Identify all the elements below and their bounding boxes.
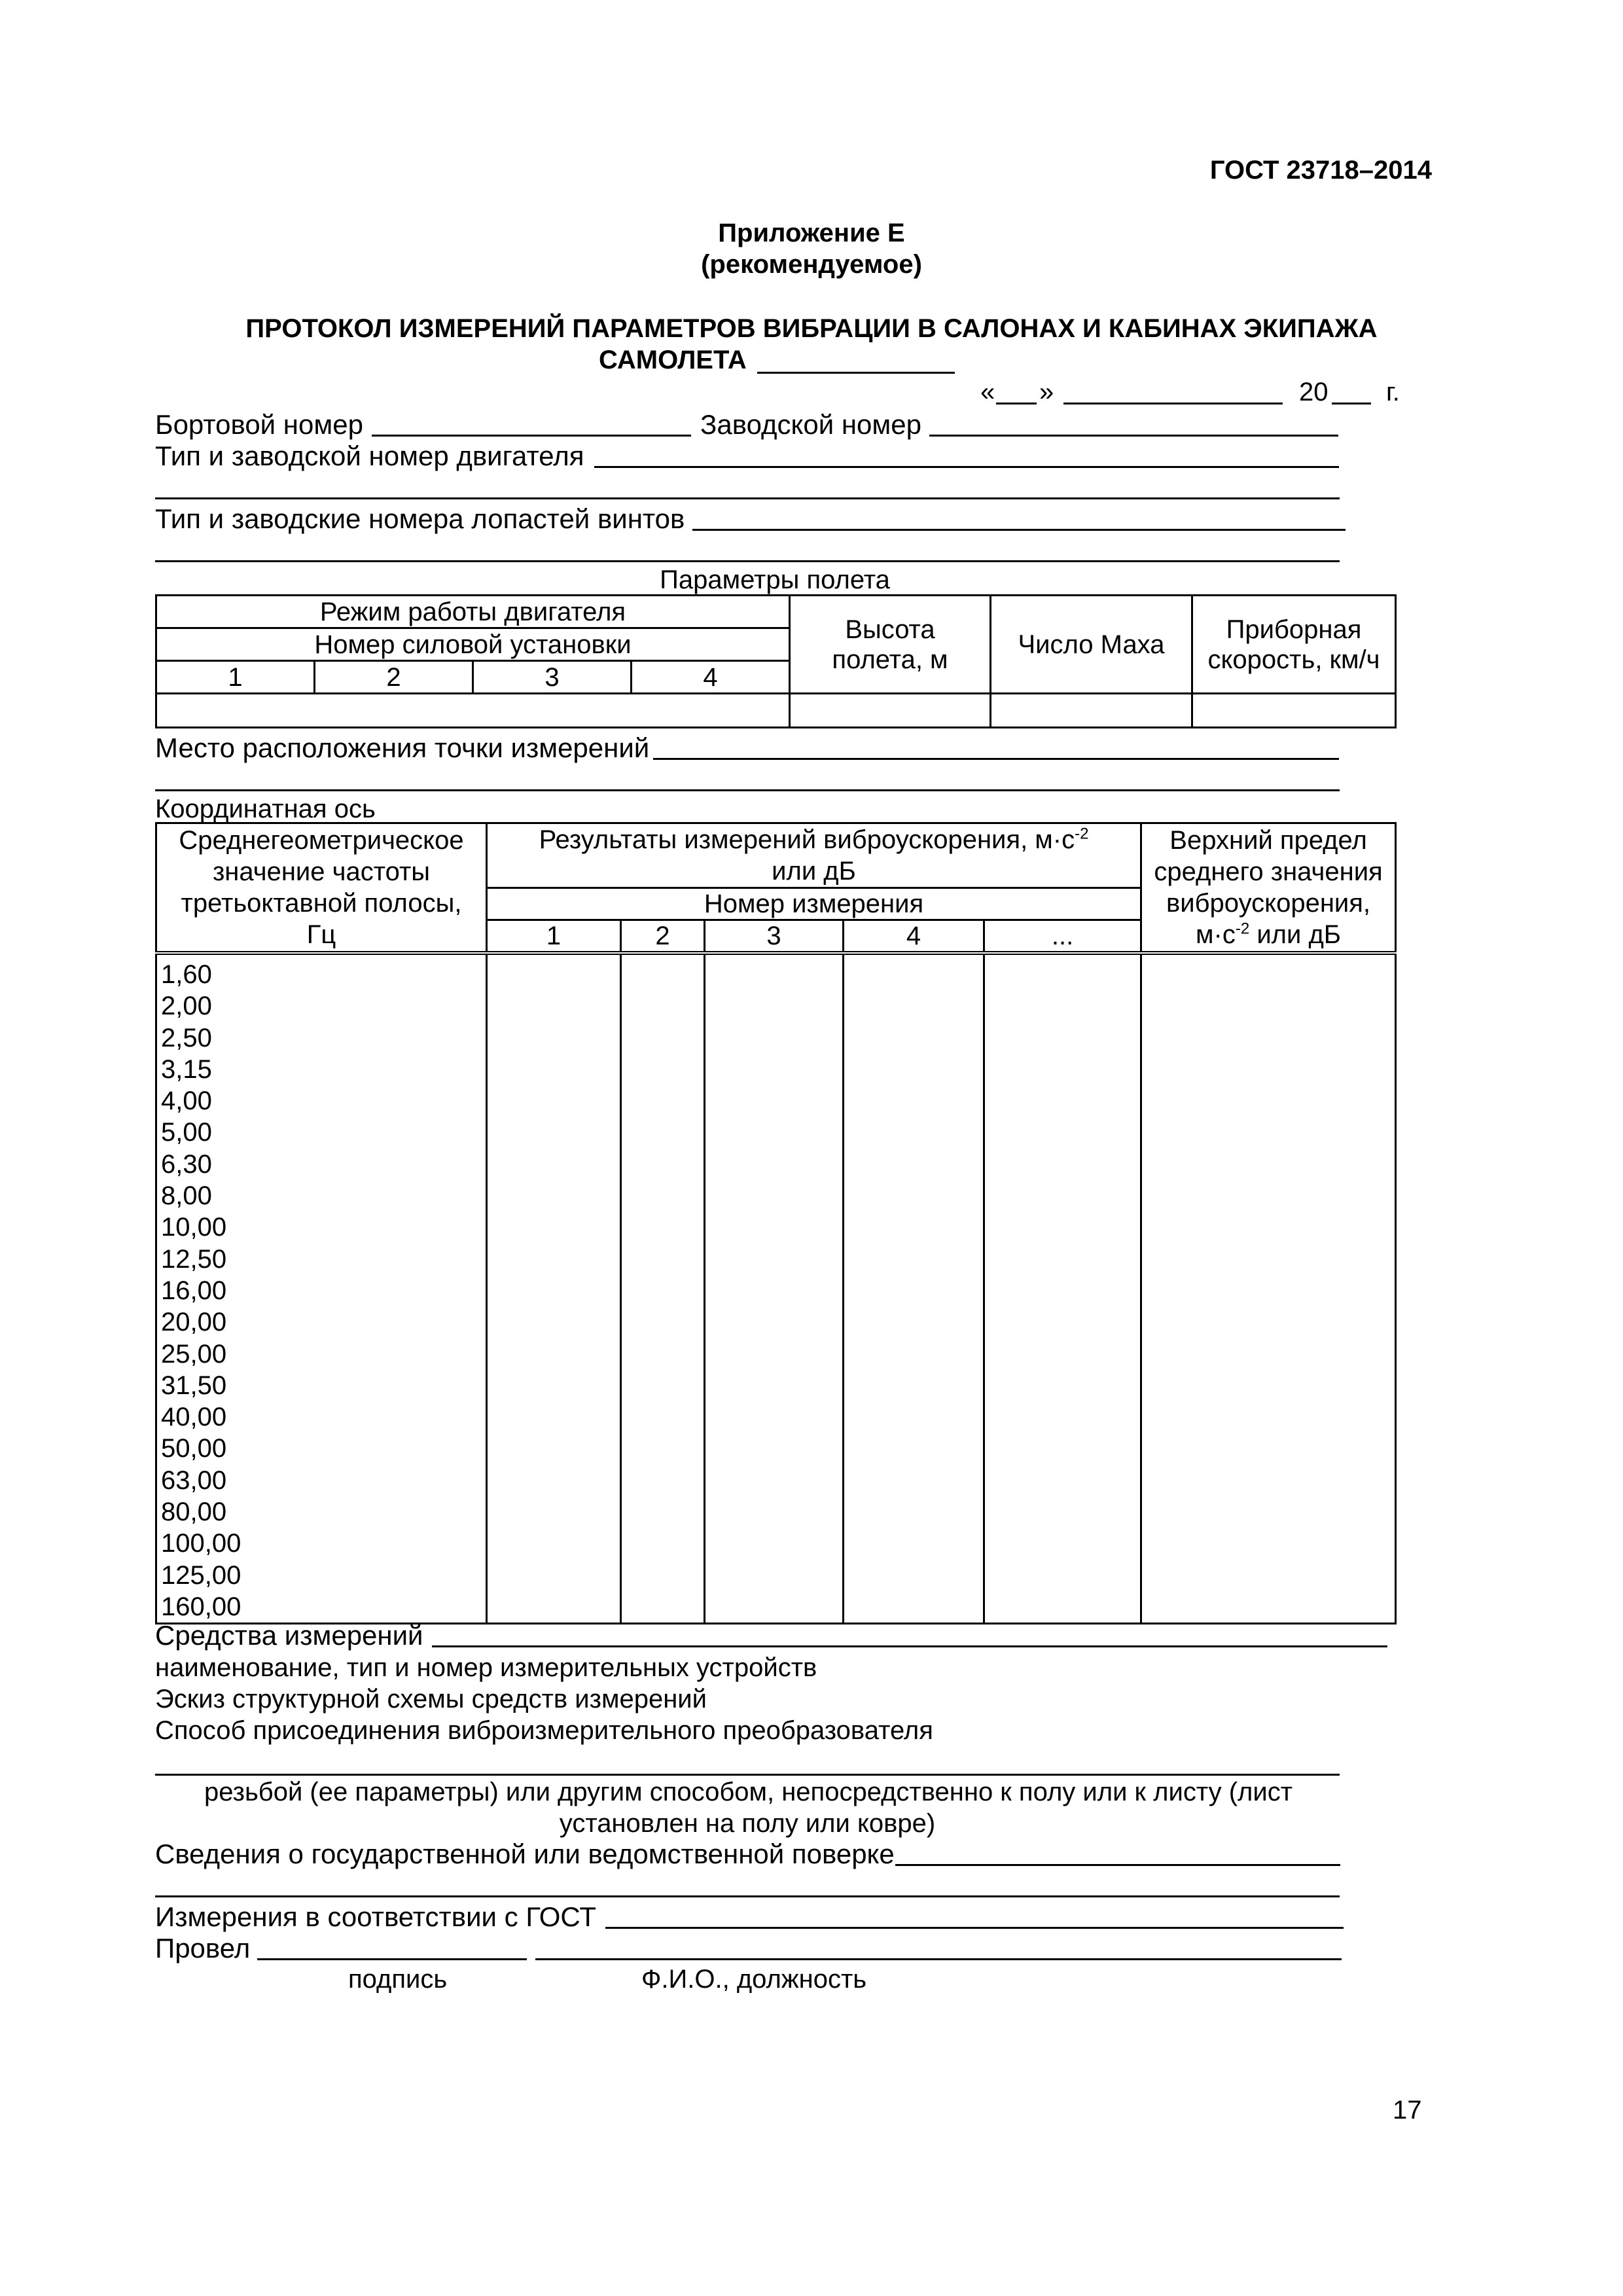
verification-line-2[interactable] [155,1895,1340,1897]
frequency-value: 6,30 [161,1149,212,1179]
date-year-prefix: 20 [1299,378,1329,406]
frequency-column [156,953,487,1624]
altitude-header: Высота полета, м [790,596,991,694]
appendix-title: Приложение Е [718,219,905,247]
frequency-value: 125,00 [161,1560,241,1590]
measure-col: 3 [705,920,844,954]
frequency-value: 20,00 [161,1308,227,1337]
protocol-title: ПРОТОКОЛ ИЗМЕРЕНИЙ ПАРАМЕТРОВ ВИБРАЦИИ В САЛОНАХ И КАБИНАХ ЭКИПАЖА [245,314,1378,343]
frequency-value: 100,00 [161,1529,241,1558]
fio-caption: Ф.И.О., должность [641,1965,867,1994]
frequency-value: 10,00 [161,1213,227,1242]
results-header [487,823,1141,888]
date-year-line[interactable] [1332,403,1371,404]
frequency-value: 40,00 [161,1403,227,1432]
engine-label: Тип и заводской номер двигателя [155,440,584,471]
factory-number-label: Заводской номер [700,409,921,440]
measure-col: 2 [621,920,705,954]
axis-label: Координатная ось [155,795,376,823]
page-number: 17 [1393,2096,1422,2125]
altitude-cell[interactable] [790,694,991,728]
date-month-line[interactable] [1063,403,1283,404]
results-header-text: Результаты измерений виброускорения, м·с [539,825,1075,854]
frequency-value: 25,00 [161,1339,227,1369]
frequency-header-text: Среднегеометрическое значение частоты третьоктавной полосы, Гц [179,826,464,949]
measurement-cell[interactable] [984,953,1141,1624]
limit-sup: -2 [1235,920,1250,938]
propellers-line[interactable] [692,529,1346,531]
limit-cell[interactable] [1141,953,1396,1624]
instruments-line[interactable] [432,1645,1387,1647]
frequency-value: 2,00 [161,992,212,1021]
frequency-value: 50,00 [161,1434,227,1463]
frequency-value: 2,50 [161,1023,212,1052]
gost-compliance-label: Измерения в соответствии с ГОСТ [155,1901,596,1932]
mach-header: Число Маха [991,596,1192,694]
date-close-quote: » [1039,378,1054,406]
board-number-label: Бортовой номер [155,409,363,440]
measure-col: ... [984,920,1141,954]
factory-number-line[interactable] [929,435,1338,437]
instruments-hint: наименование, тип и номер измерительных устройств [155,1653,817,1682]
propellers-line-2[interactable] [155,560,1340,562]
powerplant-number-header: Номер силовой установки [156,628,790,661]
powerplant-col: 2 [315,661,473,694]
limit-header-text: Верхний предел среднего значения виброускорения, [1154,826,1383,918]
measure-col: 4 [844,920,984,954]
instruments-label: Средства измерений [155,1620,423,1651]
limit-header [1141,823,1396,954]
date-open-quote: « [980,378,995,406]
frequency-value: 1,60 [161,960,212,989]
powerplant-col: 3 [473,661,632,694]
frequency-value: 80,00 [161,1498,227,1527]
sketch-label: Эскиз структурной схемы средств измерений [155,1685,707,1713]
powerplant-col: 1 [156,661,315,694]
speed-cell[interactable] [1192,694,1396,728]
gost-compliance-line[interactable] [605,1927,1344,1929]
board-number-line[interactable] [372,435,691,437]
measurement-cell[interactable] [487,953,621,1624]
engine-line-2[interactable] [155,497,1340,499]
mount-hint-1: резьбой (ее параметры) или другим способом, непосредственно к полу или к листу (лист [204,1778,1293,1806]
protocol-title-line2: САМОЛЕТА [599,346,747,374]
mount-hint-2: установлен на полу или ковре) [559,1809,936,1838]
limit-unit: м·с [1196,920,1236,949]
frequency-value: 8,00 [161,1181,212,1211]
measure-number-header: Номер измерения [487,888,1141,920]
frequency-value: 5,00 [161,1118,212,1147]
powerplant-col: 4 [632,661,790,694]
measurement-cell[interactable] [621,953,705,1624]
frequency-value: 160,00 [161,1592,241,1621]
frequency-value: 63,00 [161,1465,227,1495]
fio-line[interactable] [535,1958,1342,1960]
verification-line[interactable] [895,1864,1340,1866]
mount-method-label: Способ присоединения виброизмерительного преобразователя [155,1716,933,1745]
standard-number: ГОСТ 23718–2014 [1209,156,1432,185]
appendix-type: (рекомендуемое) [701,250,922,279]
speed-header: Приборная скорость, км/ч [1192,596,1396,694]
frequency-value: 16,00 [161,1276,227,1305]
engine-mode-cell[interactable] [156,694,790,728]
signature-line[interactable] [257,1958,527,1960]
flight-params-caption: Параметры полета [660,565,890,594]
measurement-cell[interactable] [705,953,844,1624]
date-day-line[interactable] [996,403,1037,404]
frequency-value: 12,50 [161,1244,227,1274]
measure-col: 1 [487,920,621,954]
signature-caption: подпись [348,1965,448,1994]
measure-point-line-2[interactable] [155,789,1340,791]
vibration-table [155,822,1397,1624]
mount-method-line[interactable] [155,1774,1340,1776]
frequency-header [156,823,487,954]
conducted-label: Провел [155,1933,251,1964]
verification-label: Сведения о государственной или ведомственной поверке [155,1839,895,1869]
measure-point-line[interactable] [653,758,1339,760]
date-year-suffix: г. [1386,378,1400,406]
aircraft-type-line[interactable] [757,372,955,374]
frequency-value: 4,00 [161,1086,212,1116]
measurement-cell[interactable] [844,953,984,1624]
results-header-sup: -2 [1075,825,1089,843]
frequency-value: 3,15 [161,1054,212,1084]
frequency-value: 31,50 [161,1371,227,1400]
engine-line[interactable] [594,466,1339,468]
flight-params-table [155,594,1397,728]
mach-cell[interactable] [991,694,1192,728]
measure-point-label: Место расположения точки измерений [155,732,650,763]
engine-mode-header: Режим работы двигателя [156,596,790,628]
results-unit: или дБ [772,857,856,886]
propellers-label: Тип и заводские номера лопастей винтов [155,503,685,534]
limit-unit-b: или дБ [1257,920,1342,949]
